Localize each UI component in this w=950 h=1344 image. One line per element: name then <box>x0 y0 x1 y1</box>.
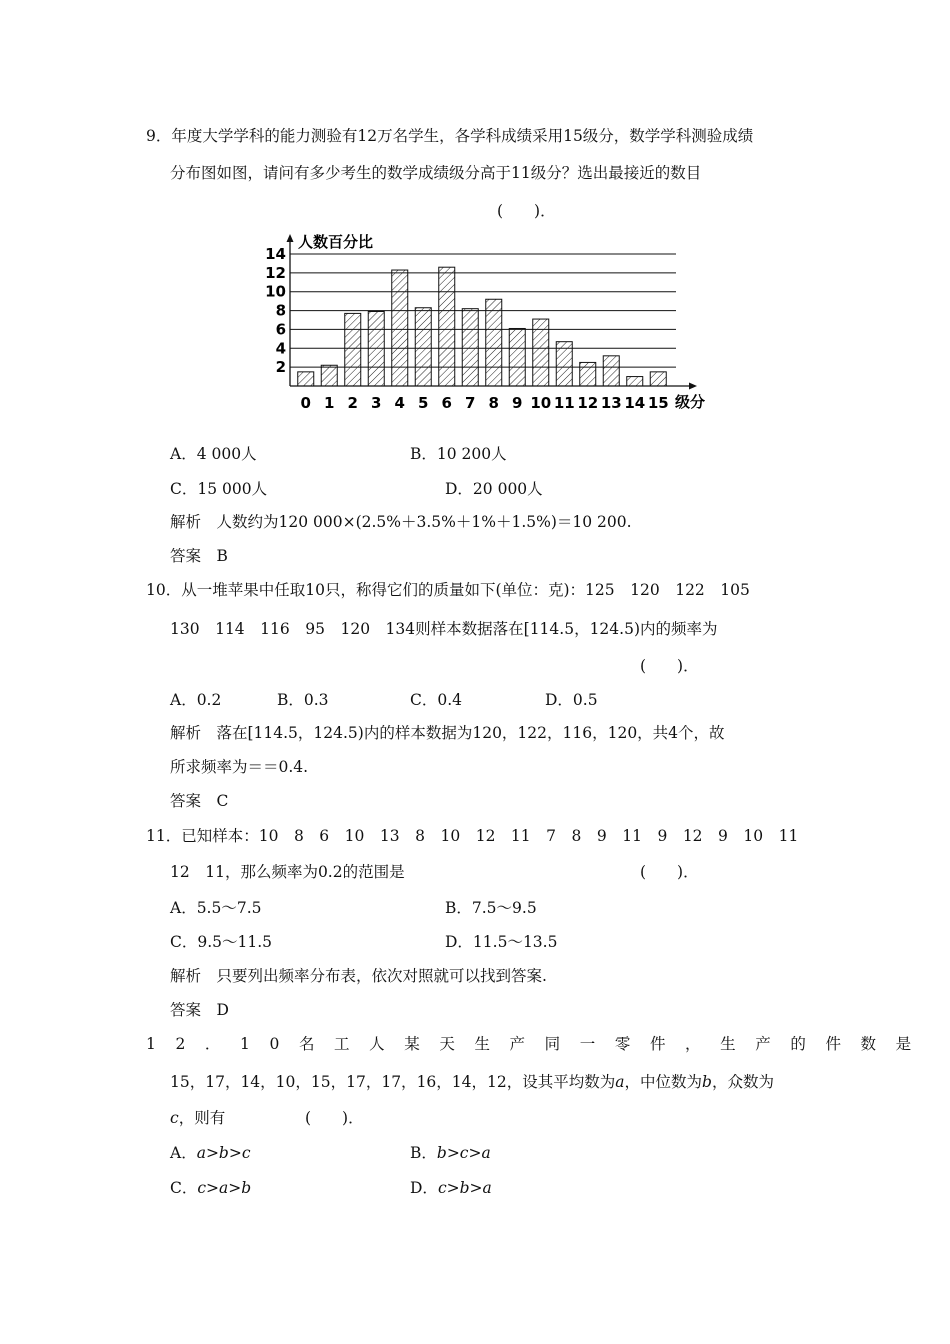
q10-answer-paren: ( )． <box>640 657 699 675</box>
y-tick-label: 8 <box>275 301 286 320</box>
q10-option-c[interactable]: C．0.4 <box>410 691 463 709</box>
q12-mode-text: ，众数为 <box>711 1073 774 1091</box>
x-tick-label: 15 <box>647 394 669 412</box>
bar-10 <box>533 319 549 386</box>
q12-option-b[interactable] <box>410 1143 491 1163</box>
x-tick-label: 14 <box>624 394 646 412</box>
q12-option-d-label: D． <box>410 1179 438 1197</box>
x-tick-label: 10 <box>530 394 552 412</box>
q12-option-b-label: B． <box>410 1144 437 1162</box>
histogram-chart <box>258 226 728 416</box>
bar-13 <box>603 356 619 386</box>
q11-option-b[interactable]: B．7.5～9.5 <box>445 899 537 917</box>
q12-option-a[interactable] <box>170 1143 251 1163</box>
q10-answer: 答案 C <box>170 792 229 810</box>
x-tick-label: 1 <box>324 394 335 412</box>
q9-option-d[interactable]: D．20 000人 <box>445 480 543 498</box>
q9-option-b[interactable]: B．10 200人 <box>410 445 507 463</box>
q11-option-a[interactable]: A．5.5～7.5 <box>170 899 262 917</box>
bar-6 <box>439 267 455 386</box>
q12-var-c: c <box>170 1109 179 1127</box>
bar-14 <box>627 377 643 386</box>
q12-then-text: ，则有 <box>178 1109 226 1127</box>
bar-4 <box>392 270 408 386</box>
q12-option-d-expr: c>b>a <box>437 1179 492 1197</box>
q10-stem-line2: 130 114 116 95 120 134则样本数据落在[114.5，124.5)内的频率为 <box>170 620 718 638</box>
bar-0 <box>298 372 314 386</box>
y-tick-label: 10 <box>265 282 286 301</box>
x-tick-label: 0 <box>300 394 311 412</box>
y-axis-arrow <box>287 234 294 242</box>
q9-option-c[interactable]: C．15 000人 <box>170 480 268 498</box>
q9-option-a[interactable]: A．4 000人 <box>170 445 257 463</box>
x-tick-label: 12 <box>577 394 599 412</box>
q11-answer: 答案 D <box>170 1001 229 1019</box>
bar-3 <box>368 312 384 386</box>
y-axis-title: 人数百分比 <box>298 233 374 251</box>
q9-answer-paren: ( )． <box>497 202 556 220</box>
x-tick-label: 4 <box>394 394 405 412</box>
q12-answer-paren: ( )． <box>305 1109 364 1127</box>
x-axis-title: 级分 <box>675 393 706 411</box>
q9-answer: 答案 B <box>170 547 228 565</box>
q12-option-c-expr: c>a>b <box>197 1179 252 1197</box>
x-axis-arrow <box>689 383 697 390</box>
x-tick-label: 13 <box>600 394 622 412</box>
y-tick-label: 4 <box>275 339 286 358</box>
q12-data-text: 15，17，14，10，15，17，17，16，14，12，设其平均数为 <box>170 1073 616 1091</box>
x-tick-label: 3 <box>371 394 382 412</box>
q12-option-c-label: C． <box>170 1179 198 1197</box>
q11-stem-line2: 12 11，那么频率为0.2的范围是 <box>170 863 405 881</box>
q10-option-d[interactable]: D．0.5 <box>545 691 598 709</box>
bar-9 <box>509 328 525 386</box>
q9-stem-line1: 9．年度大学学科的能力测验有12万名学生，各学科成绩采用15级分，数学学科测验成绩 <box>146 127 754 145</box>
q11-answer-paren: ( )． <box>640 863 699 881</box>
q12-option-b-expr: b>c>a <box>436 1144 491 1162</box>
q11-option-c[interactable]: C．9.5～11.5 <box>170 933 273 951</box>
x-tick-label: 9 <box>512 394 523 412</box>
y-tick-label: 14 <box>265 245 286 263</box>
q11-analysis: 解析 只要列出频率分布表，依次对照就可以找到答案. <box>170 967 547 985</box>
x-tick-label: 5 <box>418 394 429 412</box>
x-tick-label: 7 <box>465 394 476 412</box>
bar-7 <box>462 309 478 386</box>
q12-stem-line3 <box>170 1108 225 1128</box>
x-tick-label: 8 <box>488 394 499 412</box>
q12-option-a-label: A． <box>170 1144 197 1162</box>
q10-analysis-line1: 解析 落在[114.5，124.5)内的样本数据为120，122，116，120，共4个，故 <box>170 724 725 742</box>
q12-stem-line1: 12．10名工人某天生产同一零件，生产的件数是 <box>146 1035 931 1053</box>
bar-2 <box>345 313 361 386</box>
q12-option-d[interactable] <box>410 1178 492 1198</box>
x-tick-label: 2 <box>347 394 358 412</box>
q12-var-b: b <box>702 1073 712 1091</box>
q12-option-a-expr: a>b>c <box>196 1144 251 1162</box>
q10-stem-line1: 10．从一堆苹果中任取10只，称得它们的质量如下(单位：克)：125 120 122 105 <box>146 581 750 599</box>
q12-option-c[interactable] <box>170 1178 251 1198</box>
q9-analysis: 解析 人数约为120 000×(2.5%＋3.5%＋1%＋1.5%)＝10 200. <box>170 513 632 531</box>
y-tick-label: 6 <box>275 320 286 339</box>
q10-option-b[interactable]: B．0.3 <box>277 691 329 709</box>
y-tick-labels <box>265 245 286 376</box>
q10-analysis-line2: 所求频率为＝＝0.4. <box>170 758 309 776</box>
y-tick-label: 2 <box>275 358 286 377</box>
bar-5 <box>415 308 431 386</box>
q9-stem-line2: 分布图如图，请问有多少考生的数学成绩级分高于11级分？选出最接近的数目 <box>170 164 702 182</box>
bar-8 <box>486 299 502 386</box>
x-tick-label: 11 <box>553 394 575 412</box>
q11-stem-line1: 11．已知样本：10 8 6 10 13 8 10 12 11 7 8 9 11 9 12 9 10 11 <box>146 827 799 845</box>
q12-stem-line2 <box>170 1072 774 1092</box>
bar-1 <box>321 365 337 386</box>
q10-option-a[interactable]: A．0.2 <box>170 691 222 709</box>
x-tick-label: 6 <box>441 394 452 412</box>
bar-15 <box>650 372 666 386</box>
q12-median-text: ，中位数为 <box>624 1073 702 1091</box>
bar-11 <box>556 342 572 386</box>
q12-var-a: a <box>615 1073 625 1091</box>
chart-bars <box>298 267 667 386</box>
y-tick-label: 12 <box>265 263 286 282</box>
bar-12 <box>580 362 596 386</box>
x-tick-labels <box>301 394 669 412</box>
q11-option-d[interactable]: D．11.5～13.5 <box>445 933 558 951</box>
